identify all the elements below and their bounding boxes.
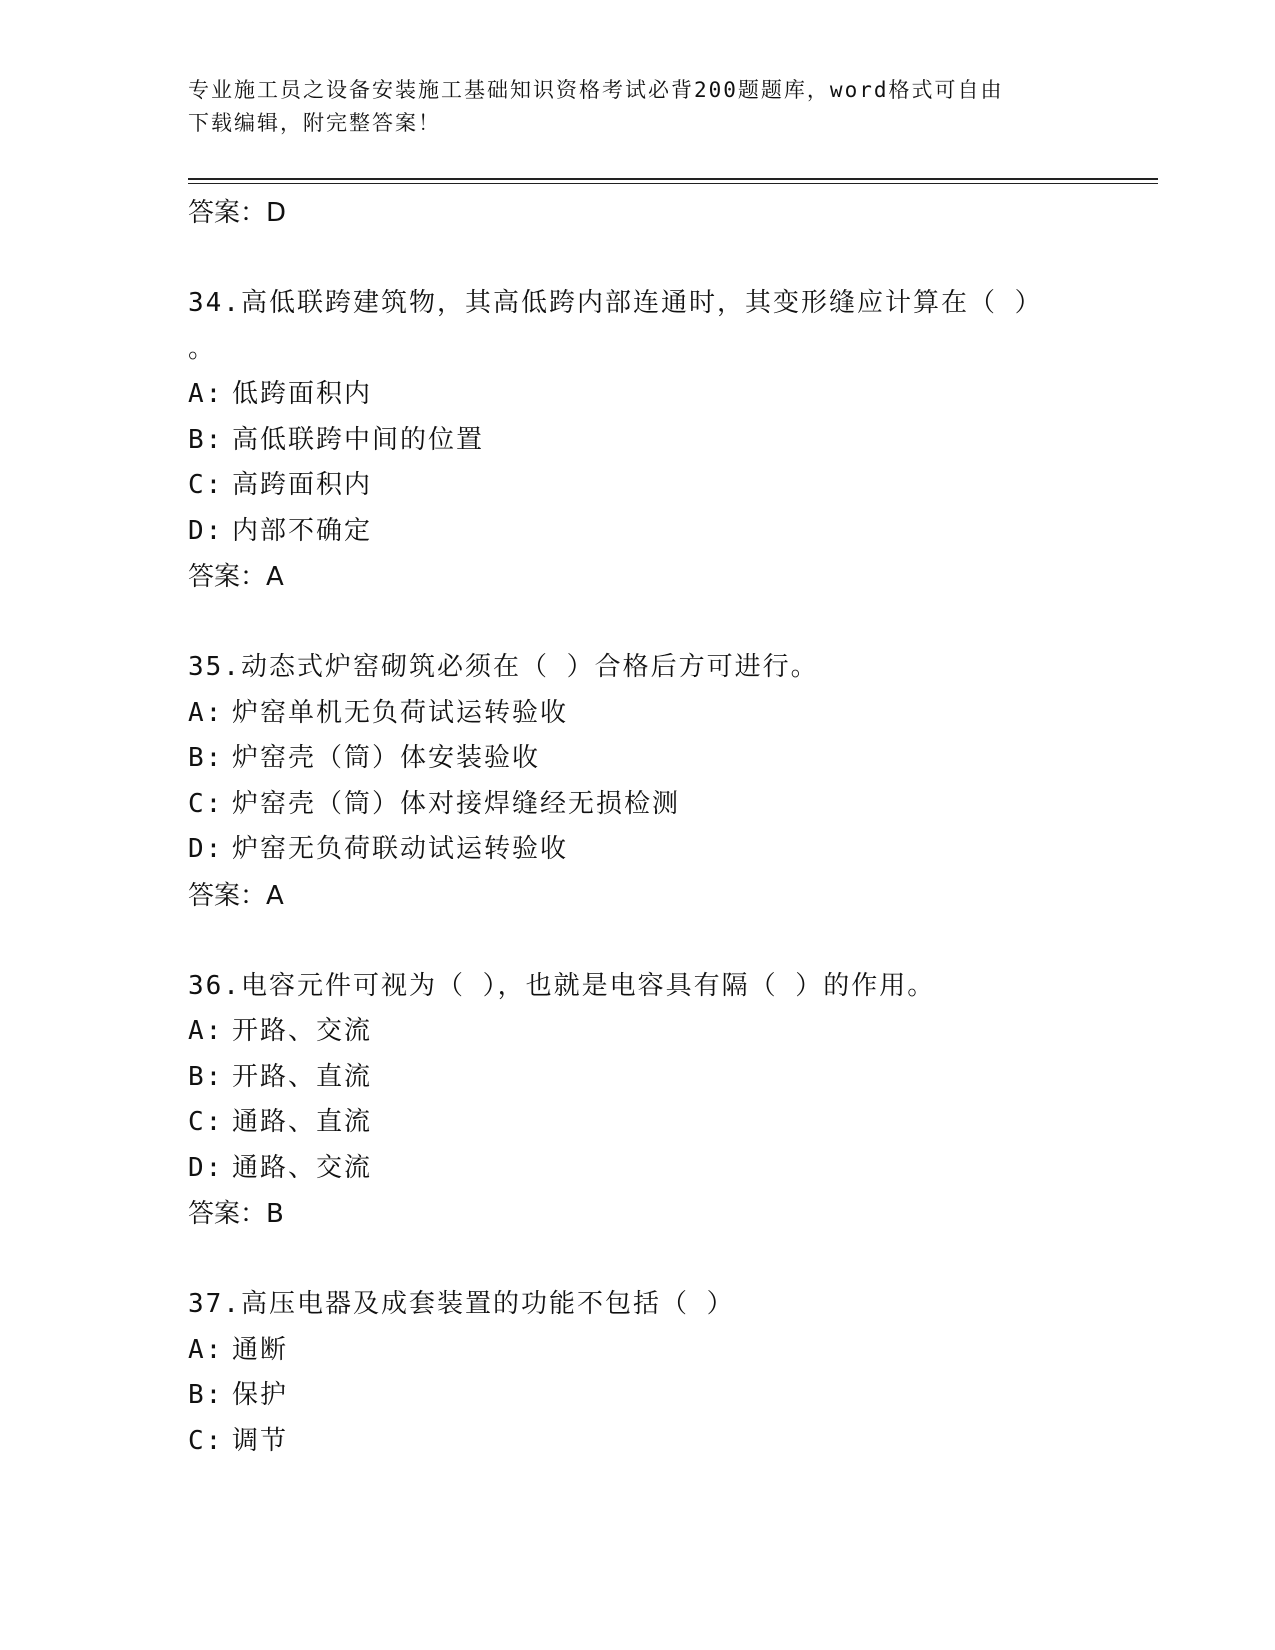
answer-value: D (266, 198, 287, 228)
option-text: 高低联跨中间的位置 (232, 424, 485, 455)
question-text: 。 (188, 333, 217, 364)
option-row (188, 1009, 1158, 1055)
option-letter: B: (188, 1380, 224, 1410)
option-row (188, 1328, 1158, 1374)
option-letter: C: (188, 470, 224, 500)
question-block (188, 1282, 1158, 1464)
option-letter: D: (188, 515, 224, 546)
option-row (188, 463, 1158, 509)
option-letter: C: (188, 788, 224, 819)
option-text: 通断 (232, 1334, 289, 1365)
answer-line (188, 1191, 1158, 1237)
header-divider-thin (188, 183, 1158, 184)
header-line-1: 专业施工员之设备安装施工基础知识资格考试必背200题题库，word格式可自由 (188, 78, 1004, 102)
option-letter: C: (188, 1107, 224, 1137)
option-text: 炉窑壳（筒）体安装验收 (232, 743, 541, 773)
option-text: 通路、交流 (232, 1152, 373, 1183)
option-row (188, 418, 1158, 464)
option-row (188, 1146, 1158, 1192)
question-spacer (188, 600, 1158, 645)
option-text: 炉窑单机无负荷试运转验收 (232, 697, 569, 728)
option-row (188, 736, 1158, 782)
option-letter: D: (188, 834, 224, 864)
header-line-2: 下载编辑，附完整答案！ (188, 111, 441, 135)
option-row (188, 509, 1158, 555)
option-row (188, 372, 1158, 418)
option-letter: B: (188, 743, 224, 773)
answer-label: 答案： (188, 562, 267, 592)
option-text: 炉窑壳（筒）体对接焊缝经无损检测 (232, 788, 681, 819)
answer-value: A (266, 880, 284, 911)
question-text: 36.电容元件可视为（ ），也就是电容具有隔（ ）的作用。 (188, 970, 936, 1001)
question-block (188, 964, 1158, 1238)
question-block (188, 645, 1158, 919)
option-text: 通路、直流 (232, 1107, 373, 1137)
question-spacer (188, 236, 1158, 281)
answer-label: 答案： (188, 880, 267, 911)
option-row (188, 1373, 1158, 1419)
answer-line (188, 873, 1158, 919)
option-letter: B: (188, 424, 224, 455)
question-list (188, 190, 1158, 1464)
option-row (188, 1055, 1158, 1101)
question-block (188, 281, 1158, 600)
option-row (188, 1419, 1158, 1465)
option-row (188, 1100, 1158, 1146)
option-text: 开路、交流 (232, 1016, 373, 1046)
question-text: 34.高低联跨建筑物，其高低跨内部连通时，其变形缝应计算在（ ） (188, 288, 1043, 318)
answer-label: 答案： (188, 198, 267, 228)
option-text: 调节 (232, 1425, 289, 1456)
option-letter: A: (188, 697, 224, 728)
option-letter: B: (188, 1061, 224, 1092)
question-text: 37.高压电器及成套装置的功能不包括（ ） (188, 1289, 735, 1319)
answer-value: B (266, 1199, 284, 1229)
option-text: 高跨面积内 (232, 470, 373, 500)
header-divider-thick (188, 178, 1158, 180)
option-text: 内部不确定 (232, 515, 373, 546)
option-letter: C: (188, 1425, 224, 1456)
answer-line (188, 190, 1158, 236)
option-text: 低跨面积内 (232, 379, 373, 409)
option-text: 炉窑无负荷联动试运转验收 (232, 834, 569, 864)
question-spacer (188, 1237, 1158, 1282)
option-row (188, 691, 1158, 737)
option-letter: A: (188, 1334, 224, 1365)
question-text: 35.动态式炉窑砌筑必须在（ ）合格后方可进行。 (188, 652, 819, 682)
option-letter: A: (188, 1016, 224, 1046)
option-letter: A: (188, 379, 224, 409)
option-row (188, 782, 1158, 828)
option-letter: D: (188, 1152, 224, 1183)
option-row (188, 827, 1158, 873)
answer-line (188, 554, 1158, 600)
option-text: 保护 (232, 1380, 289, 1410)
option-text: 开路、直流 (232, 1061, 373, 1092)
document-header (188, 74, 1068, 140)
answer-value: A (266, 562, 284, 592)
question-spacer (188, 919, 1158, 964)
answer-label: 答案： (188, 1199, 267, 1229)
